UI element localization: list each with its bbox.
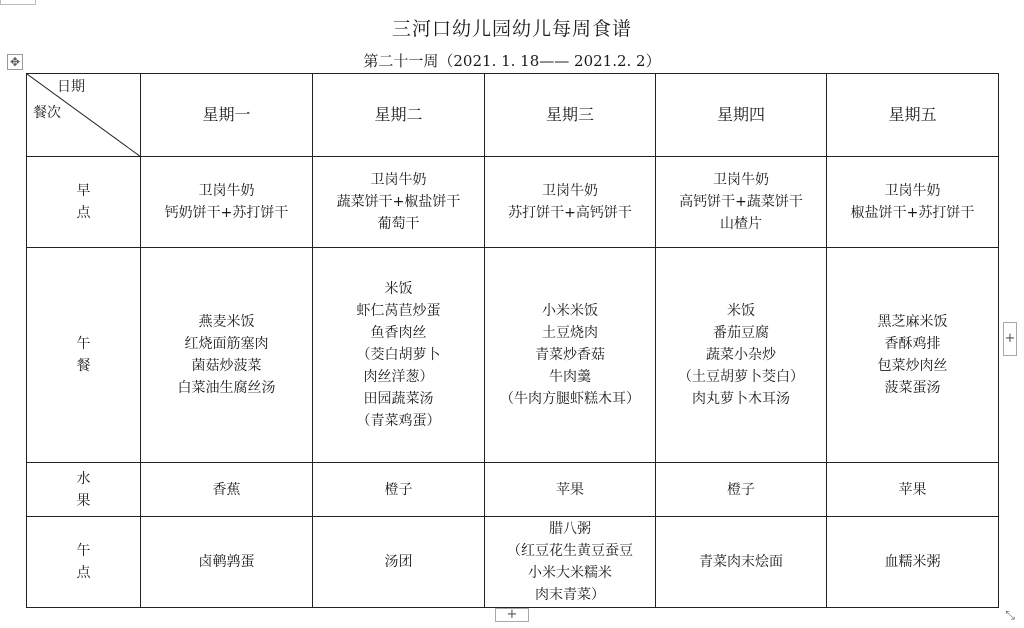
dish-line: （牛肉方腿虾糕木耳） xyxy=(500,391,640,407)
menu-cell-monday xyxy=(141,157,313,248)
dish-line: 蔬菜饼干+椒盐饼干 xyxy=(336,194,461,210)
dish-line: 肉丝洋葱） xyxy=(363,369,434,385)
menu-cell-tuesday xyxy=(313,248,485,463)
dish-line: 卫岗牛奶 xyxy=(713,172,769,188)
menu-cell-friday xyxy=(827,248,999,463)
menu-cell-tuesday xyxy=(313,157,485,248)
corner-diagonal-cell xyxy=(27,74,141,157)
dish-line: 苏打饼干+高钙饼干 xyxy=(508,205,632,221)
meal-label-char: 餐 xyxy=(76,358,91,374)
dish-line: 蔬菜小杂炒 xyxy=(706,347,776,363)
dish-line: 番茄豆腐 xyxy=(713,325,769,341)
meal-label-char: 午 xyxy=(76,543,91,559)
dish-line: 橙子 xyxy=(384,481,413,498)
breakfast-row xyxy=(27,157,999,248)
corner-date-label: 日期 xyxy=(57,79,85,95)
dish-line: 虾仁莴苣炒蛋 xyxy=(356,303,441,319)
weekly-menu-table xyxy=(26,73,999,608)
dish-line: （红豆花生黄豆蚕豆 xyxy=(507,543,633,559)
day-header-wednesday: 星期三 xyxy=(485,74,656,157)
table-resize-icon[interactable]: ⤡ xyxy=(1005,608,1015,622)
meal-label-cell xyxy=(27,248,141,463)
dish-line: 菌菇炒菠菜 xyxy=(191,358,262,374)
meal-label-char: 果 xyxy=(76,492,91,509)
menu-cell-wednesday xyxy=(485,157,656,248)
menu-cell-friday xyxy=(827,157,999,248)
dish-line: 白菜油生腐丝汤 xyxy=(177,380,276,396)
dish-line: 肉丸萝卜木耳汤 xyxy=(692,391,790,407)
dish-line: 卫岗牛奶 xyxy=(542,183,598,199)
dish-line: 汤团 xyxy=(384,554,413,570)
dish-line: （土豆胡萝卜茭白） xyxy=(678,369,804,385)
header-row xyxy=(27,74,999,157)
dish-line: 卫岗牛奶 xyxy=(198,183,255,199)
meal-label-cell xyxy=(27,517,141,608)
dish-line: 苹果 xyxy=(898,481,927,498)
add-column-button[interactable]: + xyxy=(1003,322,1017,356)
dish-line: 燕麦米饭 xyxy=(198,314,255,330)
meal-label-cell xyxy=(27,463,141,517)
dish-line: 山楂片 xyxy=(720,216,762,232)
meal-label-char: 点 xyxy=(76,565,91,581)
day-header-thursday: 星期四 xyxy=(656,74,827,157)
dish-line: （茭白胡萝卜 xyxy=(356,347,441,363)
day-header-friday: 星期五 xyxy=(827,74,999,157)
week-subtitle: 第二十一周（2021. 1. 18—— 2021.2. 2） xyxy=(363,52,661,70)
meal-label-char: 午 xyxy=(76,336,91,352)
lunch-row xyxy=(27,248,999,463)
afternoon-snack-row xyxy=(27,517,999,608)
dish-line: 苹果 xyxy=(556,481,584,498)
dish-line: 青菜肉末烩面 xyxy=(699,554,783,570)
dish-line: 葡萄干 xyxy=(377,216,420,232)
dish-line: 米饭 xyxy=(727,303,755,319)
dish-line: 小米米饭 xyxy=(542,303,598,319)
menu-cell-wednesday xyxy=(485,517,656,608)
menu-cell-friday xyxy=(827,517,999,608)
dish-line: 香蕉 xyxy=(212,481,241,498)
menu-cell-friday xyxy=(827,463,999,517)
menu-cell-wednesday xyxy=(485,463,656,517)
menu-cell-tuesday xyxy=(313,463,485,517)
dish-line: 血糯米粥 xyxy=(884,554,941,570)
dish-line: 肉末青菜） xyxy=(535,587,605,603)
dish-line: 卤鹌鹑蛋 xyxy=(198,554,255,570)
dish-line: 腊八粥 xyxy=(549,521,591,537)
dish-line: 田园蔬菜汤 xyxy=(363,391,434,407)
menu-cell-thursday xyxy=(656,517,827,608)
menu-cell-thursday xyxy=(656,157,827,248)
fruit-row xyxy=(27,463,999,517)
menu-cell-wednesday xyxy=(485,248,656,463)
day-header-monday: 星期一 xyxy=(141,74,313,157)
dish-line: 红烧面筋塞肉 xyxy=(184,336,269,352)
add-row-button[interactable]: + xyxy=(495,608,529,622)
meal-label-char: 点 xyxy=(76,205,91,221)
menu-cell-tuesday xyxy=(313,517,485,608)
dish-line: 土豆烧肉 xyxy=(542,325,598,341)
dish-line: 黑芝麻米饭 xyxy=(877,314,948,330)
table-move-icon[interactable]: ✥ xyxy=(7,54,23,70)
dish-line: 菠菜蛋汤 xyxy=(884,380,941,396)
dish-line: 米饭 xyxy=(384,281,413,297)
corner-meal-label: 餐次 xyxy=(33,105,61,121)
page-title: 三河口幼儿园幼儿每周食谱 xyxy=(391,18,632,40)
dish-line: 橙子 xyxy=(727,481,755,498)
dish-line: 椒盐饼干+苏打饼干 xyxy=(850,205,975,221)
dish-line: 高钙饼干+蔬菜饼干 xyxy=(679,194,803,210)
dish-line: 香酥鸡排 xyxy=(884,336,941,352)
meal-label-char: 早 xyxy=(76,183,91,199)
dish-line: 牛肉羹 xyxy=(549,369,591,385)
menu-cell-monday xyxy=(141,517,313,608)
menu-cell-monday xyxy=(141,463,313,517)
dish-line: 青菜炒香菇 xyxy=(535,347,605,363)
dish-line: 包菜炒肉丝 xyxy=(877,358,948,374)
dish-line: 鱼香肉丝 xyxy=(370,325,427,341)
day-header-tuesday: 星期二 xyxy=(313,74,485,157)
dish-line: 卫岗牛奶 xyxy=(370,172,427,188)
meal-label-char: 水 xyxy=(76,470,91,487)
dish-line: （青菜鸡蛋） xyxy=(356,413,441,429)
dish-line: 小米大米糯米 xyxy=(528,565,612,581)
dish-line: 卫岗牛奶 xyxy=(884,183,941,199)
meal-label-cell xyxy=(27,157,141,248)
page-corner-marker xyxy=(0,0,36,5)
menu-cell-monday xyxy=(141,248,313,463)
menu-cell-thursday xyxy=(656,248,827,463)
dish-line: 钙奶饼干+苏打饼干 xyxy=(164,205,289,221)
menu-cell-thursday xyxy=(656,463,827,517)
